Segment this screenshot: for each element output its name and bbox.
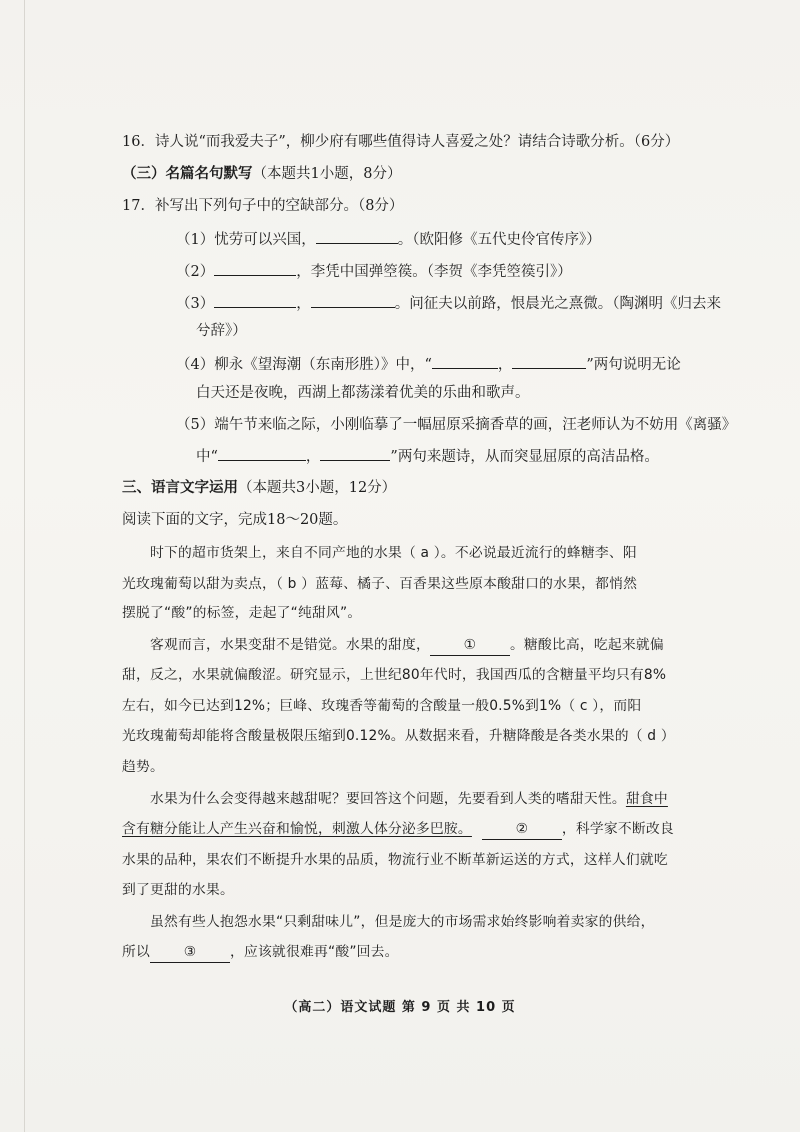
passage-p3-line-2 <box>122 819 674 840</box>
passage-p1-line-3: 摆脱了“酸”的标签，走起了“纯甜风”。 <box>122 605 362 621</box>
reading-prompt: 阅读下面的文字，完成18～20题。 <box>122 512 348 528</box>
item-4-text-b: ， <box>497 357 513 373</box>
item-5-text-c: ， <box>305 449 321 465</box>
item-5: （5）端午节来临之际，小刚临摹了一幅屈原采摘香草的画，汪老师认为不妨用《离骚》 <box>176 417 737 433</box>
passage-p3-text-a: 水果为什么会变得越来越甜呢？要回答这个问题，先要看到人类的嗜甜天性。 <box>150 791 626 807</box>
item-1-blank <box>316 228 398 244</box>
section-3-note: （本题共1小题，8分） <box>252 166 402 182</box>
question-16: 16．诗人说“而我爱夫子”，柳少府有哪些值得诗人喜爱之处？请结合诗歌分析。（6分） <box>122 134 680 150</box>
passage-p4-text-b: ，应该就很难再“酸”回去。 <box>230 944 399 960</box>
scan-edge-divider <box>24 0 25 1132</box>
item-4-blank-2 <box>512 353 586 369</box>
passage-p3-underlined-2: 含有糖分能让人产生兴奋和愉悦，刺激人体分泌多巴胺。 <box>122 821 472 837</box>
part-3-heading <box>122 478 396 498</box>
blank-marker-2: ② <box>482 819 562 840</box>
part-3-note: （本题共3小题，12分） <box>238 480 397 496</box>
part-3-title: 三、语言文字运用 <box>122 479 238 496</box>
item-3-text-a: （3） <box>176 296 215 312</box>
item-3 <box>176 292 721 314</box>
item-4-text-c: ”两句说明无论 <box>586 357 681 373</box>
passage-p3-underlined-1: 甜食中 <box>625 791 668 807</box>
item-3-blank-2 <box>311 292 395 308</box>
item-5-blank-2 <box>320 445 390 461</box>
item-1-text-b: 。（欧阳修《五代史伶官传序》） <box>397 232 601 248</box>
item-5-continued <box>196 445 659 467</box>
passage-p2-line-1 <box>150 635 664 656</box>
item-4-blank-1 <box>432 353 498 369</box>
passage-p4-line-1: 虽然有些人抱怨水果“只剩甜味儿”，但是庞大的市场需求始终影响着卖家的供给， <box>150 914 655 930</box>
passage-p3-line-4: 到了更甜的水果。 <box>122 882 234 898</box>
section-3-heading <box>122 164 401 184</box>
item-2-text-a: （2） <box>176 264 215 280</box>
passage-p3-text-b: ，科学家不断改良 <box>561 821 674 837</box>
item-1-text-a: （1）忧劳可以兴国， <box>176 232 316 248</box>
blank-marker-3: ③ <box>150 942 230 963</box>
blank-marker-1: ① <box>430 635 510 656</box>
passage-p1-line-2: 光玫瑰葡萄以甜为卖点，（ b ）蓝莓、橘子、百香果这些原本酸甜口的水果，都悄然 <box>122 576 638 592</box>
question-17: 17．补写出下列句子中的空缺部分。（8分） <box>122 198 404 214</box>
item-5-blank-1 <box>218 445 306 461</box>
passage-p2-line-2: 甜，反之，水果就偏酸涩。研究显示，上世纪80年代时，我国西瓜的含糖量平均只有8% <box>122 667 667 683</box>
passage-p4-line-2 <box>122 942 399 963</box>
passage-p2-line-5: 趋势。 <box>122 759 164 775</box>
passage-p4-text-a: 所以 <box>122 944 150 960</box>
item-4 <box>176 353 681 375</box>
section-3-title: （三）名篇名句默写 <box>122 165 253 182</box>
passage-p3-line-3: 水果的品种，果农们不断提升水果的品质，物流行业不断革新运送的方式，这样人们就吃 <box>122 852 668 868</box>
item-3-blank-1 <box>214 292 296 308</box>
page-footer: （高二）语文试题 第 9 页 共 10 页 <box>284 1000 516 1015</box>
item-3-text-c: 。问征夫以前路，恨晨光之熹微。（陶渊明《归去来 <box>394 296 721 312</box>
passage-p1-line-1: 时下的超市货架上，来自不同产地的水果（ a ）。不必说最近流行的蜂糖李、阳 <box>150 545 637 561</box>
item-3-continued: 兮辞》） <box>196 323 247 339</box>
passage-p2-text-b: 。糖酸比高，吃起来就偏 <box>509 637 664 653</box>
item-2-text-b: ，李凭中国弹箜篌。（李贺《李凭箜篌引》） <box>296 264 572 280</box>
item-2-blank <box>214 260 296 276</box>
item-5-text-b: 中“ <box>196 449 218 465</box>
item-3-text-b: ， <box>296 296 311 312</box>
item-2 <box>176 260 572 282</box>
item-1 <box>176 228 601 250</box>
item-5-text-d: ”两句来题诗，从而突显屈原的高洁品格。 <box>390 449 659 465</box>
passage-p3-line-1 <box>150 789 668 809</box>
passage-p2-line-3: 左右，如今已达到12%；巨峰、玫瑰香等葡萄的含酸量一般0.5%到1%（ c ），而阳 <box>122 698 642 714</box>
item-4-continued: 白天还是夜晚，西湖上都荡漾着优美的乐曲和歌声。 <box>196 385 530 401</box>
item-4-text-a: （4）柳永《望海潮（东南形胜）》中，“ <box>176 357 432 373</box>
passage-p2-text-a: 客观而言，水果变甜不是错觉。水果的甜度， <box>150 637 430 653</box>
passage-p2-line-4: 光玫瑰葡萄却能将含酸量极限压缩到0.12%。从数据来看，升糖降酸是各类水果的（ d ） <box>122 728 675 744</box>
